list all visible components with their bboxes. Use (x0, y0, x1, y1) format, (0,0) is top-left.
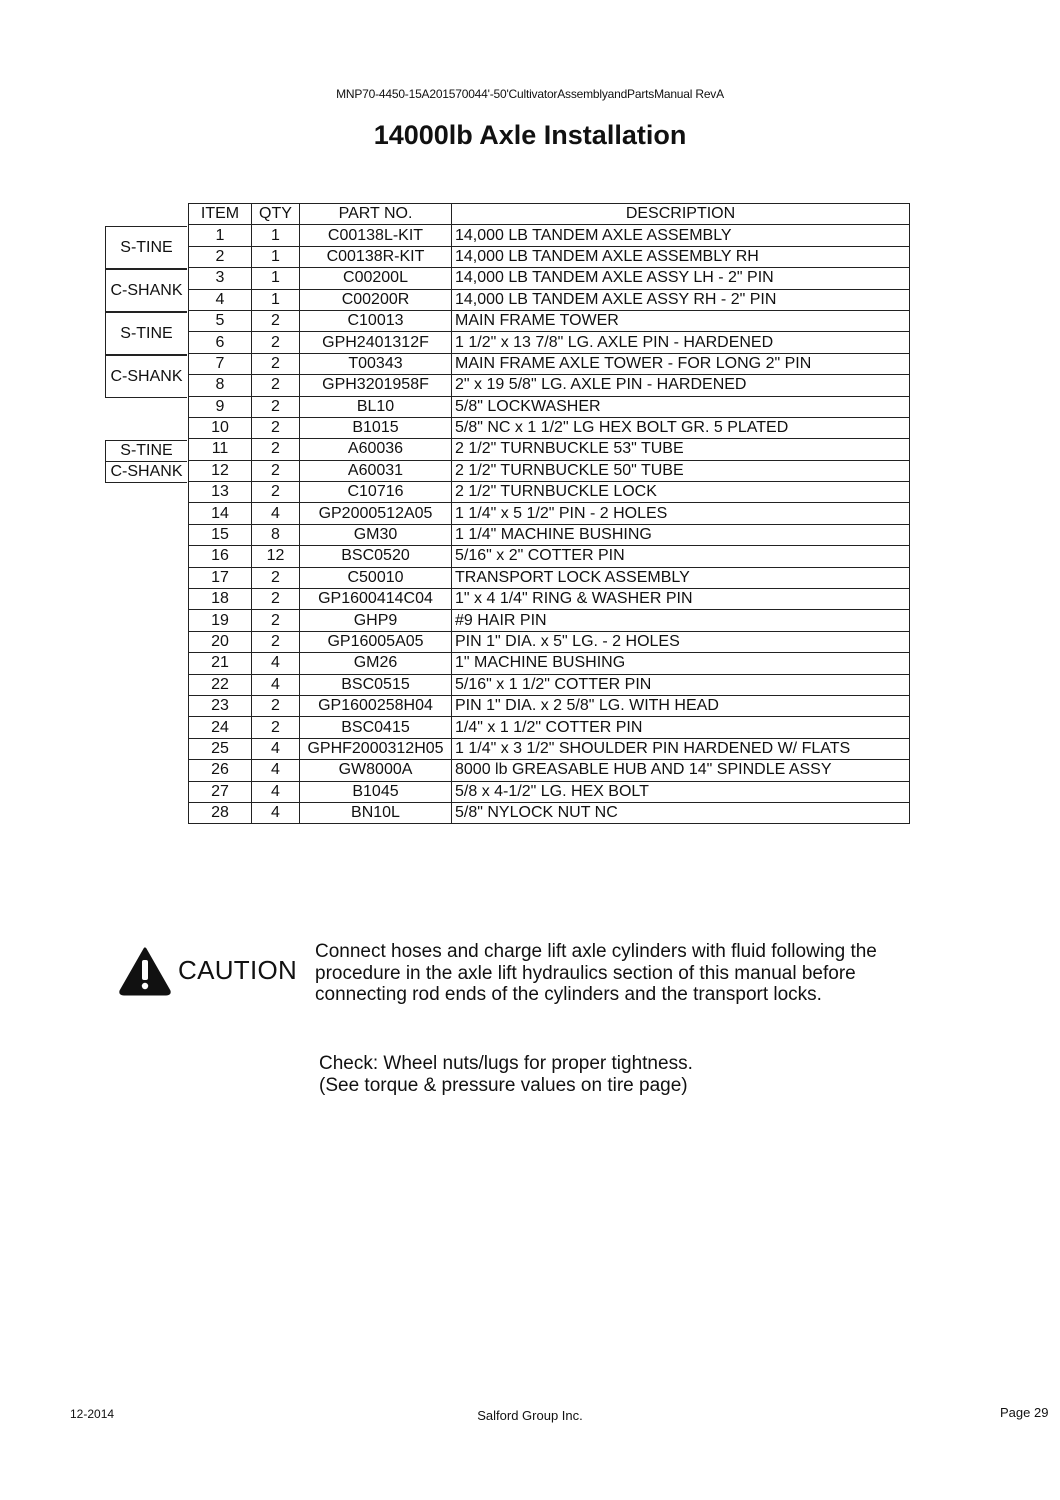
qty-cell: 2 (252, 567, 300, 588)
group-label: S-TINE (105, 440, 187, 462)
table-row (189, 567, 910, 588)
qty-cell: 2 (252, 482, 300, 503)
description-cell: 5/8 x 4-1/2" LG. HEX BOLT (452, 781, 910, 802)
part-number-cell: GW8000A (300, 760, 452, 781)
qty-cell: 2 (252, 353, 300, 374)
description-cell: 5/16" x 2" COTTER PIN (452, 546, 910, 567)
item-cell: 24 (189, 717, 252, 738)
item-cell: 9 (189, 396, 252, 417)
table-row (189, 631, 910, 652)
part-number-cell: T00343 (300, 353, 452, 374)
description-cell: PIN 1" DIA. x 5" LG. - 2 HOLES (452, 631, 910, 652)
check-note-line: (See torque & pressure values on tire page) (319, 1074, 688, 1096)
qty-cell: 2 (252, 332, 300, 353)
description-cell: 5/8" LOCKWASHER (452, 396, 910, 417)
footer-company: Salford Group Inc. (477, 1408, 583, 1423)
table-row (189, 781, 910, 802)
qty-cell: 2 (252, 310, 300, 331)
caution-text-line: Connect hoses and charge lift axle cylinders with fluid following the (315, 941, 877, 962)
column-header-part-no: PART NO. (300, 204, 452, 225)
table-row (189, 310, 910, 331)
group-label: C-SHANK (105, 355, 187, 398)
qty-cell: 4 (252, 738, 300, 759)
item-cell: 4 (189, 289, 252, 310)
qty-cell: 2 (252, 695, 300, 716)
qty-cell: 4 (252, 503, 300, 524)
group-label: C-SHANK (105, 269, 187, 312)
qty-cell: 1 (252, 289, 300, 310)
item-cell: 27 (189, 781, 252, 802)
document-id: MNP70-4450-15A201570044'-50'CultivatorAssemblyandPartsManual RevA (336, 87, 724, 101)
item-cell: 20 (189, 631, 252, 652)
qty-cell: 4 (252, 760, 300, 781)
qty-cell: 12 (252, 546, 300, 567)
table-row (189, 439, 910, 460)
table-row (189, 289, 910, 310)
qty-cell: 4 (252, 653, 300, 674)
part-number-cell: C10716 (300, 482, 452, 503)
part-number-cell: C00200R (300, 289, 452, 310)
part-number-cell: BSC0520 (300, 546, 452, 567)
qty-cell: 1 (252, 268, 300, 289)
item-cell: 17 (189, 567, 252, 588)
item-cell: 15 (189, 524, 252, 545)
description-cell: 14,000 LB TANDEM AXLE ASSY LH - 2" PIN (452, 268, 910, 289)
item-cell: 26 (189, 760, 252, 781)
description-cell: 8000 lb GREASABLE HUB AND 14" SPINDLE ASSY (452, 760, 910, 781)
item-cell: 1 (189, 225, 252, 246)
footer-page-number: Page 29 (1000, 1405, 1049, 1420)
item-cell: 5 (189, 310, 252, 331)
part-number-cell: BSC0415 (300, 717, 452, 738)
item-cell: 21 (189, 653, 252, 674)
description-cell: MAIN FRAME AXLE TOWER - FOR LONG 2" PIN (452, 353, 910, 374)
table-row (189, 760, 910, 781)
table-row (189, 332, 910, 353)
qty-cell: 2 (252, 717, 300, 738)
part-number-cell: GP2000512A05 (300, 503, 452, 524)
qty-cell: 2 (252, 417, 300, 438)
part-number-cell: A60031 (300, 460, 452, 481)
table-row (189, 610, 910, 631)
item-cell: 7 (189, 353, 252, 374)
part-number-cell: A60036 (300, 439, 452, 460)
check-note-line: Check: Wheel nuts/lugs for proper tightness. (319, 1053, 693, 1074)
description-cell: 2" x 19 5/8" LG. AXLE PIN - HARDENED (452, 375, 910, 396)
part-number-cell: C00200L (300, 268, 452, 289)
warning-triangle-icon (118, 946, 172, 996)
page-title: 14000lb Axle Installation (373, 120, 687, 150)
part-number-cell: C00138L-KIT (300, 225, 452, 246)
item-cell: 2 (189, 246, 252, 267)
item-cell: 16 (189, 546, 252, 567)
qty-cell: 4 (252, 802, 300, 823)
part-number-cell: GM26 (300, 653, 452, 674)
qty-cell: 2 (252, 375, 300, 396)
table-row (189, 225, 910, 246)
caution-label: CAUTION (178, 955, 298, 985)
table-row (189, 246, 910, 267)
part-number-cell: C50010 (300, 567, 452, 588)
table-row (189, 482, 910, 503)
part-number-cell: B1045 (300, 781, 452, 802)
part-number-cell: C10013 (300, 310, 452, 331)
item-cell: 6 (189, 332, 252, 353)
part-number-cell: GHP9 (300, 610, 452, 631)
part-number-cell: GPH3201958F (300, 375, 452, 396)
description-cell: 5/8" NC x 1 1/2" LG HEX BOLT GR. 5 PLATED (452, 417, 910, 438)
table-row (189, 546, 910, 567)
description-cell: 14,000 LB TANDEM AXLE ASSEMBLY RH (452, 246, 910, 267)
qty-cell: 2 (252, 396, 300, 417)
item-cell: 13 (189, 482, 252, 503)
part-number-cell: BN10L (300, 802, 452, 823)
qty-cell: 1 (252, 246, 300, 267)
caution-text-line: procedure in the axle lift hydraulics section of this manual before (315, 962, 856, 984)
item-cell: 28 (189, 802, 252, 823)
item-cell: 25 (189, 738, 252, 759)
item-cell: 14 (189, 503, 252, 524)
table-row (189, 268, 910, 289)
description-cell: 5/16" x 1 1/2" COTTER PIN (452, 674, 910, 695)
description-cell: 1" x 4 1/4" RING & WASHER PIN (452, 589, 910, 610)
item-cell: 22 (189, 674, 252, 695)
description-cell: #9 HAIR PIN (452, 610, 910, 631)
table-header-row (189, 204, 910, 225)
item-cell: 18 (189, 589, 252, 610)
description-cell: TRANSPORT LOCK ASSEMBLY (452, 567, 910, 588)
description-cell: 14,000 LB TANDEM AXLE ASSY RH - 2" PIN (452, 289, 910, 310)
parts-table (188, 203, 910, 824)
description-cell: 1 1/4" MACHINE BUSHING (452, 524, 910, 545)
description-cell: 1 1/2" x 13 7/8" LG. AXLE PIN - HARDENED (452, 332, 910, 353)
group-label: S-TINE (105, 312, 187, 355)
qty-cell: 2 (252, 631, 300, 652)
table-body (189, 225, 910, 824)
group-label: S-TINE (105, 226, 187, 269)
caution-text-line: connecting rod ends of the cylinders and the transport locks. (315, 984, 822, 1005)
part-number-cell: GPHF2000312H05 (300, 738, 452, 759)
table-row (189, 524, 910, 545)
description-cell: MAIN FRAME TOWER (452, 310, 910, 331)
group-label: C-SHANK (105, 461, 187, 483)
qty-cell: 2 (252, 610, 300, 631)
column-header-qty: QTY (252, 204, 300, 225)
table-row (189, 695, 910, 716)
table-row (189, 417, 910, 438)
caution-text (315, 941, 935, 1006)
qty-cell: 8 (252, 524, 300, 545)
qty-cell: 1 (252, 225, 300, 246)
table-row (189, 353, 910, 374)
qty-cell: 2 (252, 460, 300, 481)
item-cell: 3 (189, 268, 252, 289)
description-cell: PIN 1" DIA. x 2 5/8" LG. WITH HEAD (452, 695, 910, 716)
description-cell: 1/4" x 1 1/2" COTTER PIN (452, 717, 910, 738)
description-cell: 1 1/4" x 5 1/2" PIN - 2 HOLES (452, 503, 910, 524)
table-row (189, 653, 910, 674)
table-row (189, 460, 910, 481)
table-row (189, 503, 910, 524)
description-cell: 14,000 LB TANDEM AXLE ASSEMBLY (452, 225, 910, 246)
table-row (189, 738, 910, 759)
description-cell: 2 1/2" TURNBUCKLE 53" TUBE (452, 439, 910, 460)
part-number-cell: GM30 (300, 524, 452, 545)
item-cell: 10 (189, 417, 252, 438)
part-number-cell: GP1600414C04 (300, 589, 452, 610)
table-row (189, 375, 910, 396)
part-number-cell: BL10 (300, 396, 452, 417)
description-cell: 5/8" NYLOCK NUT NC (452, 802, 910, 823)
part-number-cell: C00138R-KIT (300, 246, 452, 267)
table-row (189, 589, 910, 610)
qty-cell: 4 (252, 781, 300, 802)
table-row (189, 396, 910, 417)
part-number-cell: GP1600258H04 (300, 695, 452, 716)
part-number-cell: GPH2401312F (300, 332, 452, 353)
description-cell: 2 1/2" TURNBUCKLE LOCK (452, 482, 910, 503)
qty-cell: 4 (252, 674, 300, 695)
item-cell: 23 (189, 695, 252, 716)
part-number-cell: GP16005A05 (300, 631, 452, 652)
table-row (189, 802, 910, 823)
footer-date: 12-2014 (70, 1407, 115, 1421)
description-cell: 1 1/4" x 3 1/2" SHOULDER PIN HARDENED W/ FLATS (452, 738, 910, 759)
part-number-cell: B1015 (300, 417, 452, 438)
item-cell: 12 (189, 460, 252, 481)
check-note (319, 1053, 939, 1096)
column-header-item: ITEM (189, 204, 252, 225)
item-cell: 11 (189, 439, 252, 460)
table-row (189, 717, 910, 738)
table-row (189, 674, 910, 695)
description-cell: 1" MACHINE BUSHING (452, 653, 910, 674)
item-cell: 19 (189, 610, 252, 631)
part-number-cell: BSC0515 (300, 674, 452, 695)
qty-cell: 2 (252, 439, 300, 460)
item-cell: 8 (189, 375, 252, 396)
description-cell: 2 1/2" TURNBUCKLE 50" TUBE (452, 460, 910, 481)
qty-cell: 2 (252, 589, 300, 610)
column-header-description: DESCRIPTION (452, 204, 910, 225)
